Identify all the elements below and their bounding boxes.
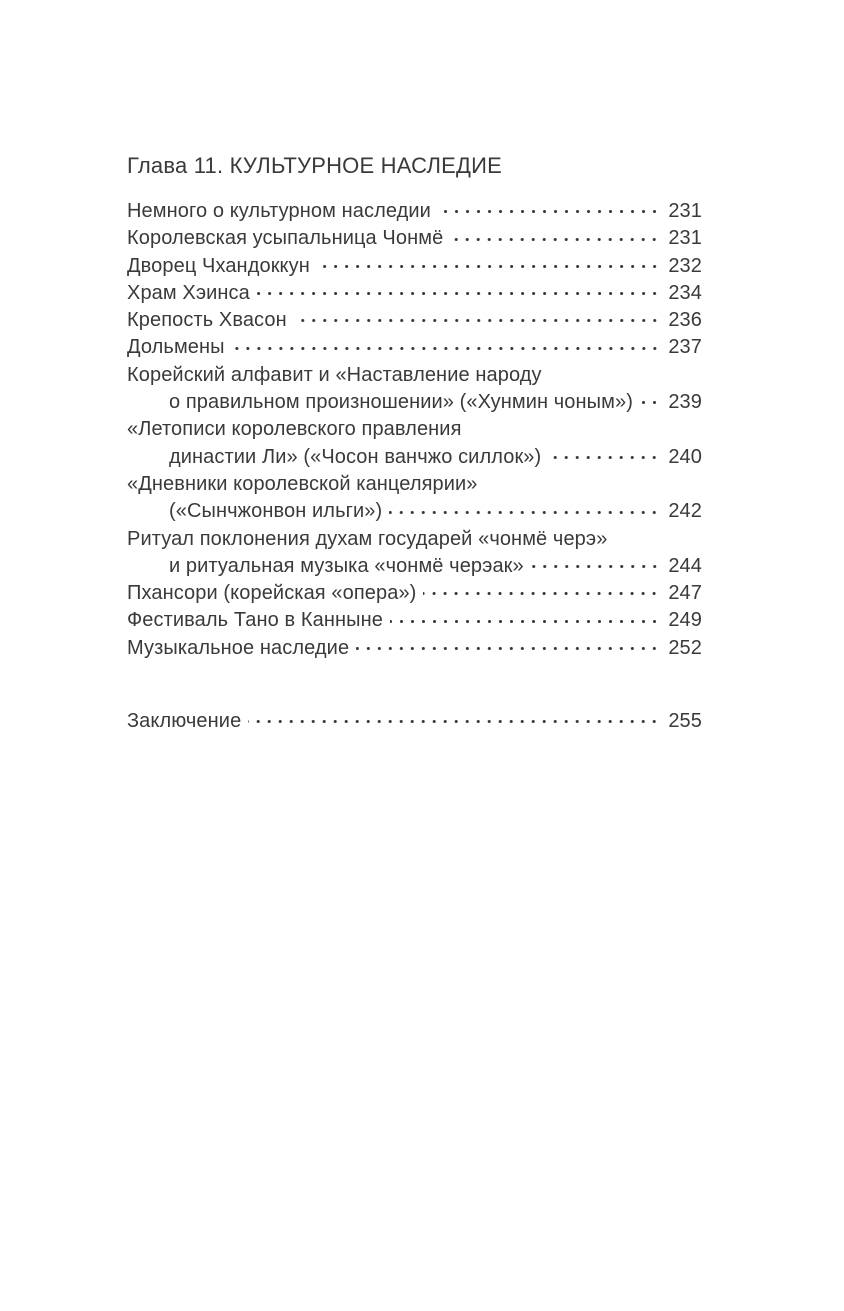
dot-leader: [390, 607, 660, 634]
toc-entry-title: Ритуал поклонения духам государей «чонмё черэ»: [127, 527, 608, 550]
toc-entry-page: 240: [668, 445, 702, 468]
chapter-heading: Глава 11. КУЛЬТУРНОЕ НАСЛЕДИЕ: [127, 153, 502, 178]
toc-entry-line: [127, 444, 702, 471]
toc-entry-line: [127, 708, 702, 735]
toc-entry: [127, 198, 702, 225]
toc-entry-page: 255: [668, 710, 702, 733]
dot-leader: [257, 280, 660, 307]
dot-leader: [248, 708, 660, 735]
toc-entry: [127, 225, 702, 252]
dot-leader: [389, 498, 660, 525]
toc-entry: [127, 307, 702, 334]
dot-leader: [317, 253, 660, 280]
toc-entry-page: 231: [668, 227, 702, 250]
toc-entry-title: («Сынчжонвон ильги»): [169, 500, 383, 523]
toc-entry-title: Заключение: [127, 710, 242, 733]
toc-entry-title: Храм Хэинса: [127, 281, 250, 304]
toc-entry-line: [127, 253, 702, 280]
toc-entry: [127, 526, 702, 581]
dot-leader: [450, 225, 660, 252]
toc-entry: [127, 607, 702, 634]
toc-entry-title: Немного о культурном наследии: [127, 200, 431, 222]
dot-leader: [356, 635, 660, 662]
toc-entry-title: Пхансори (корейская «опера»): [127, 582, 417, 605]
dot-leader: [294, 307, 660, 334]
toc-entry: [127, 253, 702, 280]
toc-entry-title: Дворец Чхандоккун: [127, 254, 310, 277]
toc-entry: [127, 708, 702, 735]
toc-entry: [127, 471, 702, 526]
toc-entry: [127, 362, 702, 417]
toc-entry-title: Фестиваль Тано в Канныне: [127, 609, 383, 632]
toc-entry: [127, 635, 702, 662]
toc-entry-title: Крепость Хвасон: [127, 309, 287, 332]
toc-entry-line: [127, 635, 702, 662]
toc-entry-title: «Дневники королевской канцелярии»: [127, 472, 478, 495]
toc-entry-title: династии Ли» («Чосон ванчжо силлок»): [169, 445, 542, 468]
toc-entry-title: Музыкальное наследие: [127, 636, 350, 659]
toc-entry: [127, 416, 702, 471]
toc-entry-page: 242: [668, 500, 702, 523]
toc-entry-line: [127, 307, 702, 334]
toc-entry-line: [127, 225, 702, 252]
toc-entry-title: Королевская усыпальница Чонмё: [127, 227, 444, 250]
toc-entry-page: 231: [668, 200, 702, 222]
toc-entry-line: [127, 526, 702, 553]
toc-entry-line: [127, 334, 702, 361]
toc-entry-line: [127, 471, 702, 498]
toc-list: [127, 198, 702, 662]
toc-entry-line: [127, 198, 702, 225]
toc-entry-page: 249: [668, 609, 702, 632]
dot-leader: [232, 334, 660, 361]
toc-entry-page: 252: [668, 636, 702, 659]
toc-entry: [127, 334, 702, 361]
toc-entry-page: 234: [668, 281, 702, 304]
toc-entry-page: 236: [668, 309, 702, 332]
toc-entry: [127, 280, 702, 307]
toc-entry-line: [127, 416, 702, 443]
toc-entry-line: [127, 607, 702, 634]
dot-leader: [423, 580, 660, 607]
toc-entry-page: 237: [668, 336, 702, 359]
toc-entry-page: 232: [668, 254, 702, 277]
toc-entry-line: [127, 389, 702, 416]
dot-leader: [548, 444, 660, 471]
conclusion-section: [127, 708, 702, 735]
toc-entry-line: [127, 498, 702, 525]
toc-entry-title: о правильном произношении» («Хунмин чоным»): [169, 391, 633, 414]
toc-entry-title: «Летописи королевского правления: [127, 418, 462, 441]
toc-entry-line: [127, 580, 702, 607]
toc-entry-page: 244: [668, 554, 702, 577]
toc-entry-page: 239: [668, 391, 702, 414]
dot-leader: [438, 198, 660, 225]
toc-entry-page: 247: [668, 582, 702, 605]
toc-entry-title: Корейский алфавит и «Наставление народу: [127, 363, 542, 386]
toc-entry-line: [127, 362, 702, 389]
dot-leader: [640, 389, 660, 416]
toc-entry-title: и ритуальная музыка «чонмё черэак»: [169, 554, 524, 577]
dot-leader: [531, 553, 660, 580]
toc-entry-line: [127, 553, 702, 580]
toc-entry: [127, 580, 702, 607]
toc-entry-title: Дольмены: [127, 336, 225, 359]
toc-entry-line: [127, 280, 702, 307]
